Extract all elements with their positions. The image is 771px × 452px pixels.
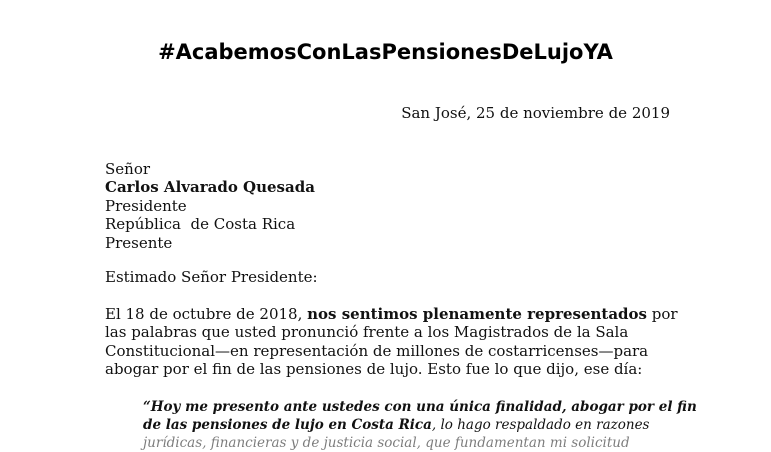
letter-title: #AcabemosConLasPensionesDeLujoYA	[158, 40, 613, 64]
recipient-block	[105, 160, 315, 252]
paragraph-line-1-start: El 18 de octubre de 2018,	[105, 305, 308, 323]
quote-line-2-emphasis: de las pensiones de lujo en Costa Rica	[143, 417, 432, 433]
body-paragraph	[105, 305, 678, 379]
block-quote	[143, 398, 697, 452]
quote-line-2	[143, 416, 650, 434]
recipient-role: Presidente	[105, 196, 187, 215]
paragraph-line-2: las palabras que usted pronunció frente a los Magistrados de la Sala	[105, 323, 629, 342]
paragraph-line-3: Constitucional—en representación de millones de costarricenses—para	[105, 341, 649, 360]
quote-line-3: jurídicas, financieras y de justicia social, que fundamentan mi solicitud	[143, 435, 630, 451]
greeting: Estimado Señor Presidente:	[105, 268, 318, 286]
letter-date: San José, 25 de noviembre de 2019	[401, 104, 670, 122]
paragraph-emphasis: nos sentimos plenamente representados	[307, 305, 647, 323]
quote-line-1-text: “Hoy me presento ante ustedes con una única finalidad, abogar por el fin	[143, 399, 697, 415]
paragraph-line-1-end: por	[647, 305, 678, 323]
recipient-presence: Presente	[105, 233, 173, 252]
paragraph-line-1	[105, 305, 678, 323]
recipient-name: Carlos Alvarado Quesada	[105, 178, 315, 197]
recipient-country: República de Costa Rica	[105, 215, 296, 234]
quote-line-1	[143, 398, 697, 416]
recipient-salutation: Señor	[105, 160, 151, 178]
paragraph-line-4: abogar por el fin de las pensiones de lujo. Esto fue lo que dijo, ese día:	[105, 360, 643, 379]
quote-line-2-rest: , lo hago respaldado en razones	[431, 417, 650, 433]
